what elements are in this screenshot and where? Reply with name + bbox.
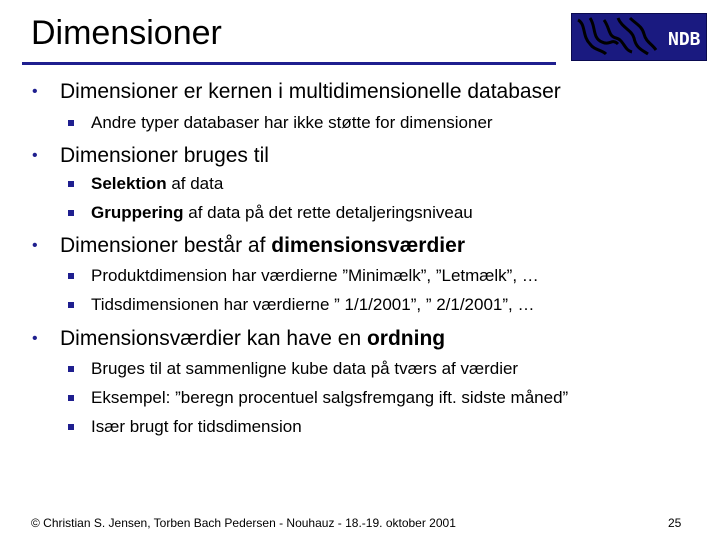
ndb-logo — [571, 13, 707, 61]
sub-bullet-square — [68, 210, 74, 216]
sub-bullet-square — [68, 181, 74, 187]
title-underline — [22, 62, 556, 65]
sub-bullet-square — [68, 424, 74, 430]
sub-bullet-square — [68, 120, 74, 126]
bullet-dot: • — [32, 237, 38, 254]
svg-text:NDB: NDB — [668, 29, 701, 50]
slide-title: Dimensioner — [31, 14, 222, 52]
sub-bullet-square — [68, 273, 74, 279]
footer-credit: © Christian S. Jensen, Torben Bach Pedersen - Nouhauz - 18.-19. oktober 2001 — [31, 516, 456, 530]
page-number: 25 — [668, 516, 682, 530]
bullet-dot: • — [32, 330, 38, 347]
bullet-dot: • — [32, 147, 38, 164]
sub-bullet-square — [68, 395, 74, 401]
sub-bullet-square — [68, 302, 74, 308]
bullet-dot: • — [32, 83, 38, 100]
sub-bullet-square — [68, 366, 74, 372]
